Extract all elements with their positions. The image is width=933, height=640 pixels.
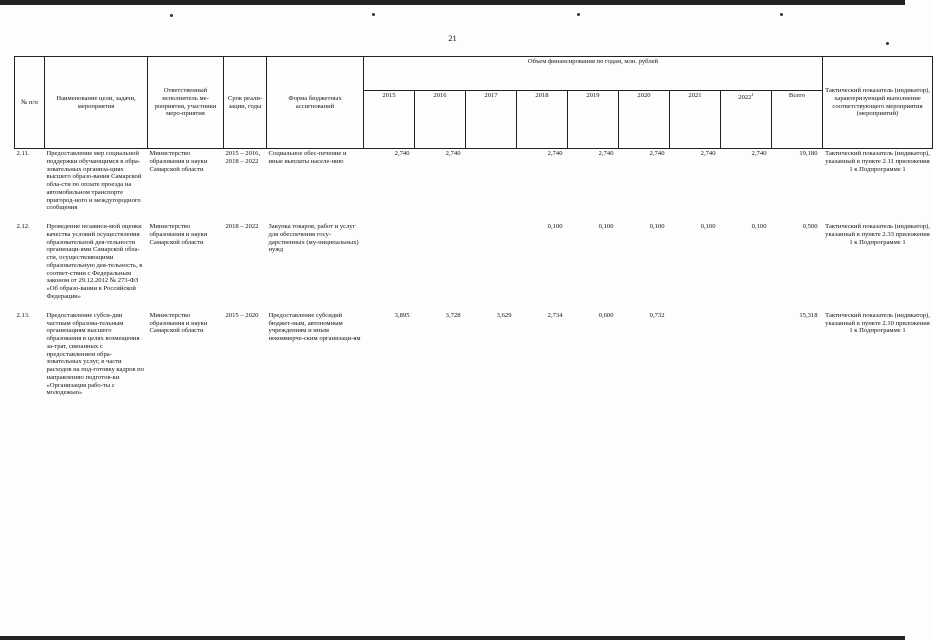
col-header-total: Всего xyxy=(772,91,823,149)
col-header-year: 2017 xyxy=(466,91,517,149)
row-value: 3,728 xyxy=(445,311,461,319)
row-value: 3,629 xyxy=(496,311,512,319)
row-value: 2,740 xyxy=(598,150,614,157)
row-responsible: Министерство образования и науки Самарской области xyxy=(149,311,208,335)
scan-speck xyxy=(780,13,783,16)
row-num: 2.13. xyxy=(16,311,30,319)
row-value: 2,740 xyxy=(547,150,563,157)
table-row xyxy=(15,149,933,221)
col-header-name: Наименование цели, задачи, мероприятия xyxy=(45,57,148,149)
scan-top-edge xyxy=(0,0,905,5)
row-value: 2,740 xyxy=(751,150,767,157)
row-form: Предоставление субсидий бюджет-ным, автономным учреждениям и иным некоммерче-ским организаци-ям xyxy=(268,311,361,343)
row-num: 2.12. xyxy=(16,223,30,231)
table-row xyxy=(15,309,933,405)
row-indicator: Тактический показатель (индикатор), указанный в пункте 2.33 приложения 1 к Подпрограмме 1 xyxy=(825,223,930,246)
table-row xyxy=(15,220,933,309)
row-value xyxy=(415,220,466,309)
row-value xyxy=(721,309,772,405)
col-header-year: 2015 xyxy=(364,91,415,149)
row-term: 2018 – 2022 xyxy=(225,223,259,231)
col-header-year: 2018 xyxy=(517,91,568,149)
row-value xyxy=(670,309,721,405)
col-header-year: 2016 xyxy=(415,91,466,149)
row-value: 2,740 xyxy=(700,150,716,157)
row-value: 0,100 xyxy=(598,223,614,231)
row-name: Предоставление мер социальной поддержки обучающимся в обра-зовательных организа-циях высшего образо-вания Самарской обла-сти по оплате проезда на автомобильном транспорте пригород-ного и междугородного сообщения xyxy=(46,150,142,212)
row-value xyxy=(466,220,517,309)
row-indicator: Тактический показатель (индикатор), указанный в пункте 2.11 приложения 1 к Подпрограмме 1 xyxy=(825,150,930,173)
row-indicator: Тактический показатель (индикатор), указанный в пункте 2.10 приложения 1 к Подпрограмме 1 xyxy=(825,311,930,335)
row-form: Закупка товаров, работ и услуг для обеспечения госу-дарственных (му-ниципальных) нужд xyxy=(268,223,359,254)
col-header-responsible: Ответственный исполнитель ме-роприятия, участники меро-приятия xyxy=(148,57,224,149)
row-value: 0,600 xyxy=(598,311,614,319)
row-responsible: Министерство образования и науки Самарской области xyxy=(149,223,208,246)
row-value: 2,740 xyxy=(445,150,461,157)
row-term: 2015 – 2020 xyxy=(225,311,259,319)
row-value: 0,100 xyxy=(700,223,716,231)
row-total: 0,500 xyxy=(802,223,818,231)
col-header-form: Форма бюджетных ассигнований xyxy=(267,57,364,149)
row-value: 2,740 xyxy=(394,150,410,157)
scan-bottom-edge xyxy=(0,636,905,640)
row-value xyxy=(466,149,517,221)
financing-table xyxy=(14,56,933,405)
row-name: Проведение независи-мой оценки качества условий осуществления образовательной дея-тельности организаци-ями Самарской обла-сти, осуществляющими образовательную дея-тельность, в соответ-ствии с Федеральным законом от 29.12.2012 № 273-ФЗ «Об образо-вании в Российской Федерации» xyxy=(46,223,143,301)
col-header-term: Срок реали-зации, годы xyxy=(224,57,267,149)
col-header-funding: Объем финансирования по годам, млн. рублей xyxy=(364,57,823,91)
scan-speck xyxy=(577,13,580,16)
row-name: Предоставление субси-дии частным образова-тельным организациям высшего образования в целях возмещения за-трат, связанных с предоставлением обра-зовательных услуг, в части расходов на под-готовку кадров по направлению подготов-ки «Организация рабо-ты с молодежью» xyxy=(46,311,144,397)
row-num: 2.11. xyxy=(16,150,30,157)
col-header-year-2022: 2022$^1$ xyxy=(721,91,772,149)
row-value: 0,732 xyxy=(649,311,665,319)
row-responsible: Министерство образования и науки Самарской области xyxy=(149,150,208,173)
scan-speck xyxy=(372,13,375,16)
page-number: 21 xyxy=(448,33,457,43)
row-value: 0,100 xyxy=(547,223,563,231)
col-header-year: 2021 xyxy=(670,91,721,149)
row-value: 2,740 xyxy=(649,150,665,157)
row-term: 2015 – 2016, 2018 – 2022 xyxy=(225,150,261,165)
col-header-num: № п/п xyxy=(15,57,45,149)
row-form: Социальное обес-печение и иные выплаты населе-нию xyxy=(268,150,347,165)
row-total: 15,318 xyxy=(799,311,818,319)
row-value: 0,100 xyxy=(751,223,767,231)
col-header-year: 2020 xyxy=(619,91,670,149)
col-header-year: 2019 xyxy=(568,91,619,149)
row-value xyxy=(364,220,415,309)
row-value: 0,100 xyxy=(649,223,665,231)
scan-speck xyxy=(170,14,173,17)
col-header-indicator: Тактический показатель (индикатор), характеризующий выполнение соответствующего мероприятия (мероприятий) xyxy=(823,57,933,149)
row-total: 19,180 xyxy=(799,150,818,157)
row-value: 3,895 xyxy=(394,311,410,319)
row-value: 2,734 xyxy=(547,311,563,319)
footnote-mark: 1 xyxy=(751,92,754,97)
